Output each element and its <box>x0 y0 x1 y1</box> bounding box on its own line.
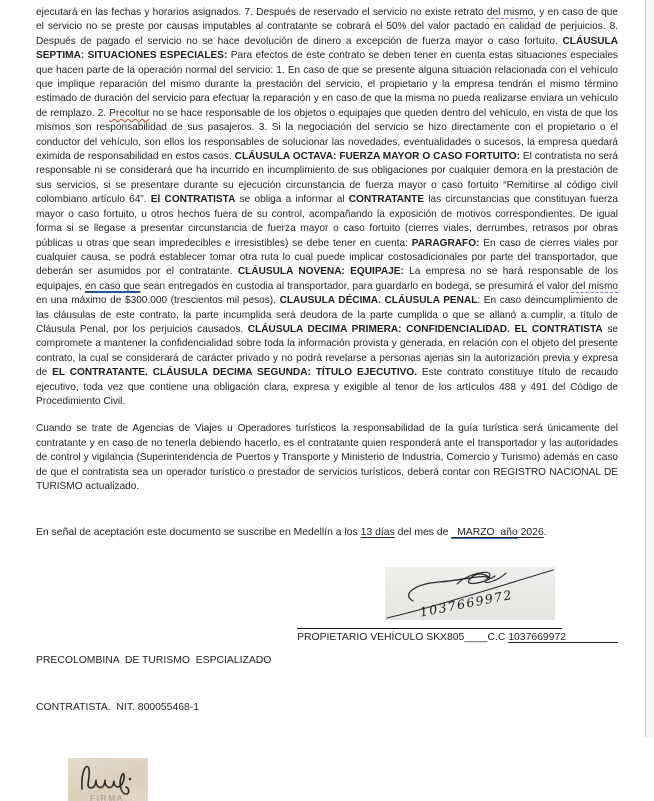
text-segment: Para efectos de este contrato se deben tener en cuenta estas situaciones especiales que hacen parte de la operación normal del servicio: 1. En caso de que se presente alguna situación relacionada con el vehículo que implique reparación del mismo durante la prestación del servicio, el propietario y la empresa tendrán el mismo término estimado de duración del servicio para efectuar la reparación y en caso de que la misma no pueda realizarse enviara un vehículo de remplazo. 2. <box>36 50 618 119</box>
text-segment: , y en caso de que el servicio no se preste por causas imputables al contratante se cobrará el 50% del valor pactado en calidad de perjuicios. 8. Después de pagado el servicio no se hace devolución de dinero a excepción de fuerza mayor o caso fortuito. <box>36 7 618 47</box>
text-segment: en una máximo de $300.000 (trescientos mil pesos). <box>36 295 280 307</box>
text-segment: En caso de cierres viales por cualquier causa, se podrá establecer tomar otra ruta lo cual puede implicar costosadicionales por parte del transportador, que deberán ser asumidos por el contratante. <box>36 237 618 278</box>
clauses-paragraph <box>36 6 618 409</box>
text-segment: Precoltur <box>109 107 150 119</box>
owner-signature-image <box>385 567 555 620</box>
owner-signature-line <box>297 628 562 629</box>
text-segment: Este contrato constituye título de recaudo ejecutivo, toda vez que contiene una obligación clara, expresa y exigible al tenor de los artículos 488 y 491 del Código de Procedimiento Civil. <box>36 367 618 407</box>
text-segment: 1037669972 <box>508 632 567 644</box>
signature-footer <box>36 622 618 746</box>
text-segment: . <box>543 527 547 539</box>
contractor-signature-image <box>68 758 148 801</box>
owner-signature-number: 1037669972 <box>418 587 515 621</box>
contractor-nit-line: CONTRATISTA. NIT. 800055468-1 <box>36 701 200 713</box>
text-segment <box>566 632 618 643</box>
text-segment: no se hace responsable de los objetos o equipajes que queden dentro del vehículo, en vista de que los mismos son responsabilidad de sus pasajeros. 3. Si la negociación del servicio se hizo directamente con el propietario o el conductor del vehículo, son ellos los responsables de solucionar las novedades, eventualidades o sucesos, la empresa quedará eximida de responsabilidad en estos casos. <box>36 107 618 163</box>
text-segment: del mismo <box>571 280 619 292</box>
contractor-signature-strokes <box>68 758 148 801</box>
text-segment: sean entregados en custodia al transportador, para guardarlo en bodega, se presumirá el valor <box>140 280 572 292</box>
text-segment: : En caso deincumplimiento de las cláusulas de este contrato, la parte incumplida será deudora de la parte cumplida o que se allanó a cumplir, a título de Cláusula Penal, por los perjuicios causados. <box>36 295 619 335</box>
acceptance-line <box>36 526 618 540</box>
text-segment: CLÁUSULA DECIMA PRIMERA: CONFIDENCIALIDAD. EL CONTRATISTA <box>247 323 603 335</box>
text-segment: EL CONTRATANTE. CLÁUSULA DECIMA SEGUNDA: TÍTULO EJECUTIVO. <box>52 367 422 379</box>
contractor-identification <box>36 622 297 746</box>
contractor-stamp-text: FIRMA <box>90 793 124 801</box>
text-segment: CLÁUSULA SEPTIMA: SITUACIONES ESPECIALES: <box>36 35 618 62</box>
text-segment: ejecutará en las fechas y horarios asignados. 7. Después de reservado el servicio no existe retrato <box>36 7 487 18</box>
text-segment: La empresa no se hará responsable de los equipajes, <box>36 266 619 292</box>
text-segment: del mismo <box>486 7 534 18</box>
contractor-company-name: PRECOLOMBINA DE TURISMO ESPCIALIZADO <box>36 655 272 667</box>
text-segment: 13 días <box>360 527 395 539</box>
owner-signature-strokes <box>385 567 555 620</box>
text-segment: se compromete a mantener la confidencialidad sobre toda la información provista y generada, en relación con el objeto del presente contrato, la cual se considerará de carácter privado y no podrá revelarse a personas ajenas sin la autorización previa y expresa de <box>36 323 618 379</box>
text-segment: CONTRATANTE <box>348 194 425 206</box>
text-segment: PARAGRAFO: <box>411 237 484 249</box>
text-segment: 2026 <box>517 527 544 539</box>
text-segment: El CONTRATISTA <box>150 194 236 206</box>
text-segment: CLÁUSULA NOVENA: EQUIPAJE: <box>237 266 410 278</box>
signature-dot <box>129 778 132 781</box>
owner-vehicle-line <box>297 630 618 645</box>
text-segment: El contratista no será responsable ni se considerará que ha incurrido en incumplimiento de sus obligaciones por cualquier demora en la prestación de sus servicios, si se presentare durante su ejecución circunstancia de fuerza mayor o caso fortuito “Remitirse al código civil colombiano artículo 64”. <box>36 151 618 206</box>
text-segment: CLÁUSULA OCTAVA: FUERZA MAYOR O CASO FORTUITO: <box>234 151 523 163</box>
text-segment: Cuando se trate de Agencias de Viajes u Operadores turísticos la responsabilidad de la guía turística será únicamente del contratante y en caso de no tenerla debiendo hacerlo, es el contratante quien responderá ante el transportador y las autoridades de control y vigilancia (Superintendencia de Puertos y Transporte y Ministerio de Industria, Comercio y Turismo) además en caso de que el contratista sea un operador turístico o prestador de servicios turísticos, deberá contar con REGISTRO NACIONAL DE TURISMO actualizado. <box>36 423 618 492</box>
page-edge <box>645 0 654 737</box>
text-segment: las circunstancias que constituyan fuerza mayor o caso fortuito, u otros hechos fuera de su control, acompañando la exposición de motivos correspondientes. De igual forma si se llegase a presentar circunstancia de fuerza mayor o caso fortuito (cierres viales, derrumbes, retrasos por obras públicas u otras que sean impredecibles e irresistibles) se debe tener en cuenta: <box>36 194 618 249</box>
text-segment: CLAUSULA DÉCIMA. CLÁUSULA PENAL <box>279 295 478 307</box>
text-segment: MARZO año <box>451 527 518 539</box>
text-segment: se obliga a informar al <box>235 194 349 206</box>
text-segment: en caso que <box>84 280 141 292</box>
text-segment: En señal de aceptación este documento se suscribe en Medellín a los <box>36 527 361 539</box>
owner-identification <box>297 622 618 645</box>
agencies-paragraph <box>36 422 618 494</box>
text-segment: PROPIETARIO VEHÍCULO SKX805____C.C <box>297 632 509 644</box>
text-segment: del mes de <box>394 527 452 539</box>
